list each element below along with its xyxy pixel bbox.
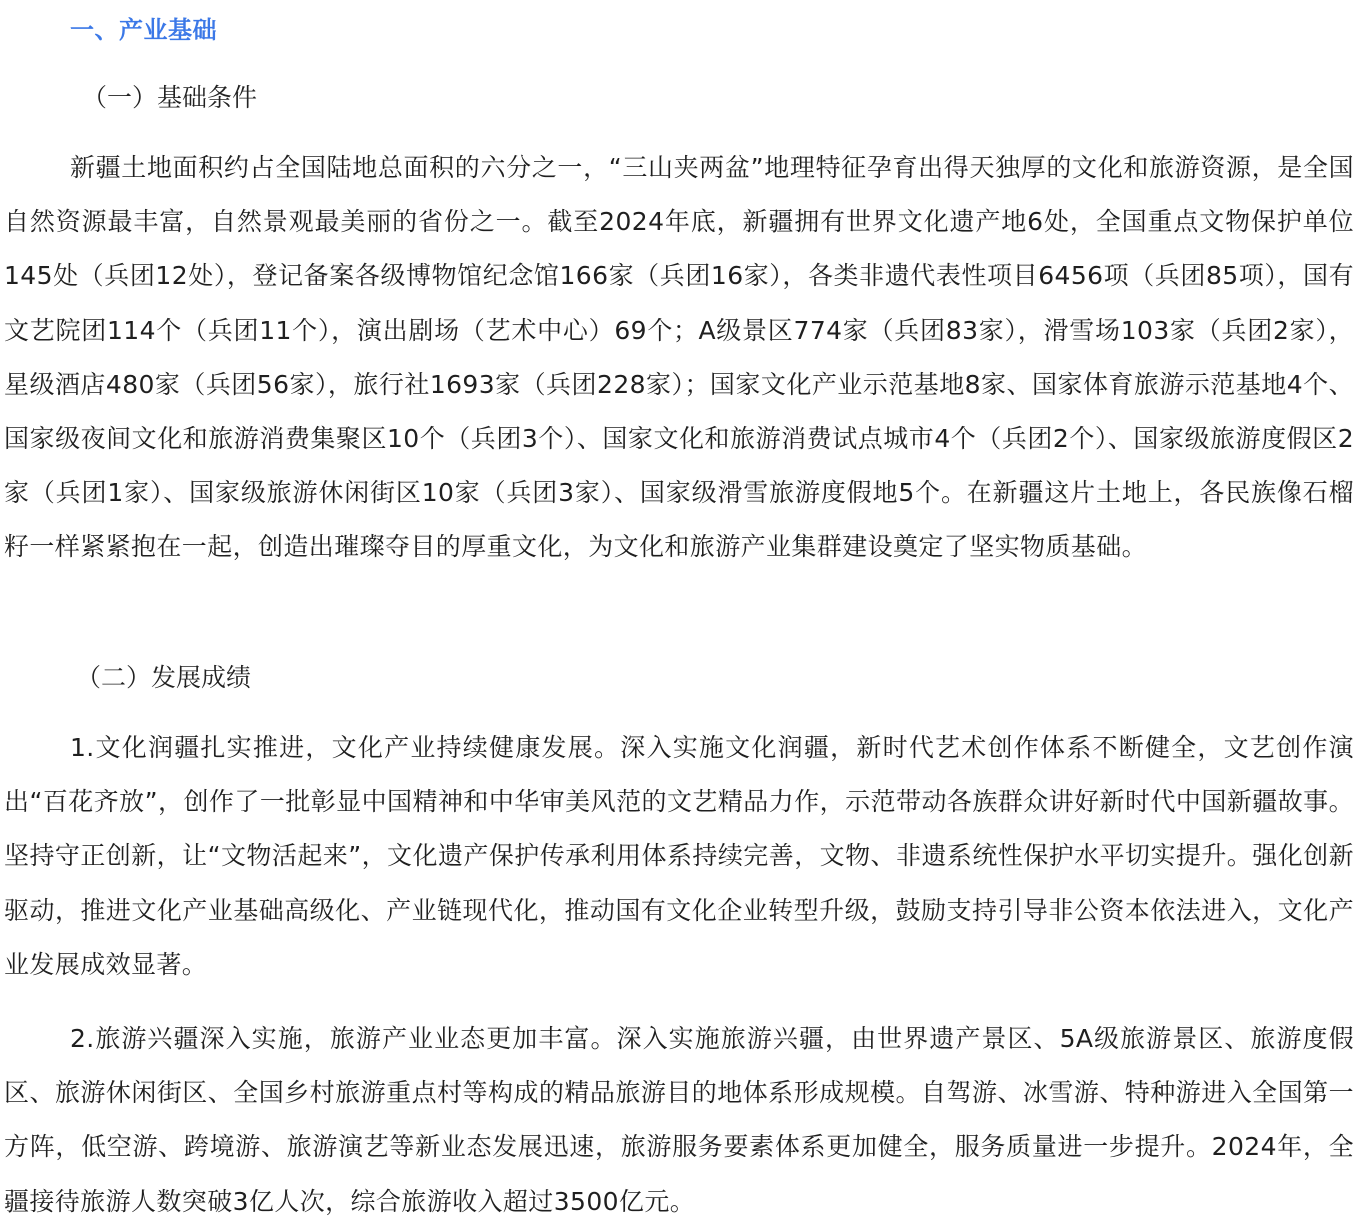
- paragraph-culture-development: 1.文化润疆扎实推进，文化产业持续健康发展。深入实施文化润疆，新时代艺术创作体系不断健全，文艺创作演出“百花齐放”，创作了一批彰显中国精神和中华审美风范的文艺精品力作，示范带动各族群众讲好新时代中国新疆故事。坚持守正创新，让“文物活起来”，文化遗产保护传承利用体系持续完善，文物、非遗系统性保护水平切实提升。强化创新驱动，推进文化产业基础高级化、产业链现代化，推动国有文化企业转型升级，鼓励支持引导非公资本依法进入，文化产业发展成效显著。: [4, 733, 1354, 979]
- paragraph-tourism-development: 2.旅游兴疆深入实施，旅游产业业态更加丰富。深入实施旅游兴疆，由世界遗产景区、5A级旅游景区、旅游度假区、旅游休闲街区、全国乡村旅游重点村等构成的精品旅游目的地体系形成规模。自驾游、冰雪游、特种游进入全国第一方阵，低空游、跨境游、旅游演艺等新业态发展迅速，旅游服务要素体系更加健全，服务质量进一步提升。2024年，全疆接待旅游人数突破3亿人次，综合旅游收入超过3500亿元。: [4, 1024, 1354, 1216]
- section-heading: 一、产业基础: [70, 16, 217, 44]
- subsection-title-achievements: （二）发展成绩: [76, 663, 252, 692]
- subsection-title-basic-conditions: （一）基础条件: [82, 83, 258, 112]
- paragraph-basic-conditions: 新疆土地面积约占全国陆地总面积的六分之一，“三山夹两盆”地理特征孕育出得天独厚的文化和旅游资源，是全国自然资源最丰富，自然景观最美丽的省份之一。截至2024年底，新疆拥有世界文化遗产地6处，全国重点文物保护单位145处（兵团12处），登记备案各级博物馆纪念馆166家（兵团16家），各类非遗代表性项目6456项（兵团85项），国有文艺院团114个（兵团11个），演出剧场（艺术中心）69个；A级景区774家（兵团83家），滑雪场103家（兵团2家），星级酒店480家（兵团56家），旅行社1693家（兵团228家）；国家文化产业示范基地8家、国家体育旅游示范基地4个、国家级夜间文化和旅游消费集聚区10个（兵团3个）、国家文化和旅游消费试点城市4个（兵团2个）、国家级旅游度假区2家（兵团1家）、国家级旅游休闲街区10家（兵团3家）、国家级滑雪旅游度假地5个。在新疆这片土地上，各民族像石榴籽一样紧紧抱在一起，创造出璀璨夺目的厚重文化，为文化和旅游产业集群建设奠定了坚实物质基础。: [4, 153, 1354, 562]
